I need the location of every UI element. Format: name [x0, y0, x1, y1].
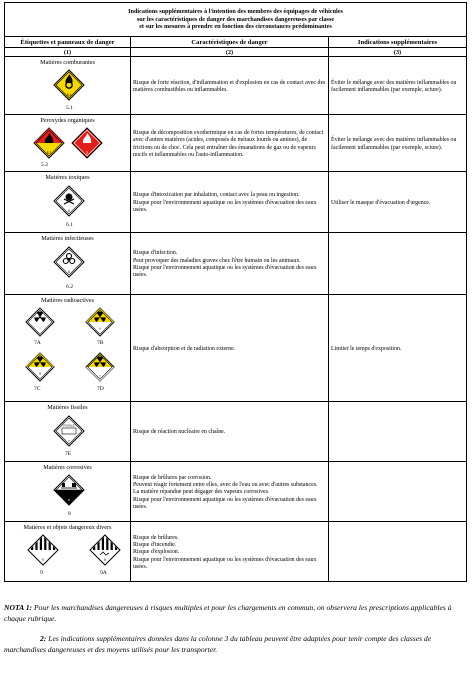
col-number-3: (3)	[329, 48, 467, 57]
hazard-cell: Risque d'infection. Peut provoquer des maladies graves chez l'être humain ou les animaux. Risque pour l'environnement aquatique ou les systèmes d'évacuation des eaux usées.	[131, 233, 329, 295]
svg-text:9: 9	[104, 558, 106, 562]
label-cell	[5, 172, 131, 233]
hazard-table	[4, 2, 467, 582]
hazard-cell: Risque de décomposition exothermique en cas de fortes températures, de contact avec d'autres matières (acides, composés de métaux lourds ou amines), de frictions ou de choc. Cela peut entraîner des émanations de gaz ou de vapeurs nocifs et inflammables ou l'auto-inflammation.	[131, 115, 329, 172]
label-cell	[5, 462, 131, 522]
col-number-1: (1)	[5, 48, 131, 57]
svg-text:III: III	[38, 371, 42, 376]
svg-text:II: II	[99, 326, 101, 331]
table-title	[5, 3, 467, 37]
class-code: 7E	[65, 451, 72, 457]
svg-text:5.2: 5.2	[46, 151, 52, 155]
trefoil-icon	[25, 307, 55, 337]
class-code: 9A	[100, 570, 107, 576]
table-row	[5, 522, 467, 582]
note-2	[4, 633, 466, 655]
class-code: 7C	[34, 386, 41, 392]
extra-cell: Limiter le temps d'exposition.	[329, 295, 467, 402]
extra-cell	[329, 522, 467, 582]
extra-cell	[329, 233, 467, 295]
class-code: 7B	[97, 340, 104, 346]
table-row	[5, 172, 467, 233]
header-col3: Indications supplémentaires	[329, 37, 467, 48]
header-col2: Caractéristiques de danger	[131, 37, 329, 48]
hazard-cell: Risque de réaction nucléaire en chaîne.	[131, 402, 329, 462]
svg-text:5.1: 5.1	[66, 93, 72, 97]
class-label: Peroxydes organiques	[40, 117, 95, 124]
extra-cell	[329, 462, 467, 522]
class-code: 5.1	[66, 105, 73, 111]
class-code: 7D	[97, 386, 104, 392]
label-cell	[5, 402, 131, 462]
stripes-icon	[27, 534, 59, 566]
hazard-cell: Risque de forte réaction, d'inflammation et d'explosion en cas de contact avec des matières combustibles ou inflammables.	[131, 57, 329, 115]
table-row	[5, 402, 467, 462]
svg-text:I: I	[39, 326, 41, 331]
class-label: Matières et objets dangereux divers	[23, 524, 112, 531]
trefoil-icon	[85, 352, 115, 382]
svg-text:3: 3	[86, 151, 88, 155]
class-code: 6.2	[66, 284, 73, 290]
skull-crossbones-icon	[53, 185, 85, 217]
label-cell	[5, 295, 131, 402]
note-2-text: Les indications supplémentaires données dans la colonne 3 du tableau peuvent être adaptées pour tenir compte des classes de marchandises dangereuses et des moyens utilisés pour les transporter.	[4, 634, 432, 654]
table-row	[5, 115, 467, 172]
label-cell	[5, 115, 131, 172]
svg-text:7: 7	[68, 439, 70, 443]
class-code: 9	[40, 570, 43, 576]
table-row	[5, 233, 467, 295]
label-cell	[5, 522, 131, 582]
hazard-cell: Risque de brûlures. Risque d'incendie. Risque d'explosion. Risque pour l'environnement aquatique ou les systèmes d'évacuation des eaux usées.	[131, 522, 329, 582]
fissile-sign	[53, 415, 85, 447]
hazard-cell: Risque d'intoxication par inhalation, contact avec la peau ou ingestion. Risque pour l'environnement aquatique ou les systèmes d'évacuation des eaux usées.	[131, 172, 329, 233]
flame-over-circle-icon	[53, 69, 85, 101]
class-label: Matières corrosives	[43, 464, 92, 471]
table-row	[5, 295, 467, 402]
extra-cell: Éviter le mélange avec des matières inflammables ou facilement inflammables (par exemple, sciure).	[329, 115, 467, 172]
corrosion-icon	[53, 474, 85, 506]
title-line-3: et sur les mesures à prendre en fonction des circonstances prédominantes	[139, 23, 332, 31]
note-1-label: NOTA 1:	[4, 603, 33, 612]
svg-text:7: 7	[99, 374, 101, 379]
class-code: 7A	[34, 340, 41, 346]
biohazard-icon	[53, 246, 85, 278]
svg-text:8: 8	[68, 498, 70, 502]
trefoil-icon	[25, 352, 55, 382]
flame-icon	[33, 127, 65, 159]
note-2-label: 2:	[40, 634, 47, 643]
class-label: Matières infectieuses	[41, 235, 94, 242]
note-1-text: Pour les marchandises dangereuses à risques multiples et pour les chargements en commun, on observera les prescriptions applicables à chaque rubrique.	[4, 603, 452, 623]
hazard-cell: Risque d'absorption et de radiation externe.	[131, 295, 329, 402]
trefoil-icon	[85, 307, 115, 337]
header-col1: Étiquettes et panneaux de danger	[5, 37, 131, 48]
table-row	[5, 57, 467, 115]
class-label: Matières comburantes	[40, 59, 95, 66]
label-cell	[5, 57, 131, 115]
label-cell	[5, 233, 131, 295]
title-line-1: Indications supplémentaires à l'intention des membres des équipages de véhicules	[128, 7, 343, 15]
title-line-2: sur les caractéristiques de danger des marchandises dangereuses par classe	[136, 15, 335, 23]
svg-text:9: 9	[42, 558, 44, 562]
col-number-2: (2)	[131, 48, 329, 57]
stripes-icon	[89, 534, 121, 566]
class-label: Matières toxiques	[45, 174, 90, 181]
extra-cell: Utiliser le masque d'évacuation d'urgence.	[329, 172, 467, 233]
class-code: 5.2	[41, 162, 48, 168]
svg-text:6: 6	[68, 209, 70, 213]
class-code: 6.1	[66, 222, 73, 228]
note-1	[4, 602, 466, 624]
hazard-cell: Risque de brûlures par corrosion. Peuvent réagir fortement entre elles, avec de l'eau ou avec d'autres substances. La matière répandue peut dégager des vapeurs corrosives. Risque pour l'environnement aquatique ou les systèmes d'évacuation des eaux usées.	[131, 462, 329, 522]
class-code: 8	[68, 511, 71, 517]
fissile-text: FISSILE	[63, 423, 75, 428]
flame-icon	[71, 127, 103, 159]
svg-text:6: 6	[68, 270, 70, 274]
extra-cell	[329, 402, 467, 462]
table-row	[5, 462, 467, 522]
class-label: Matières radioactives	[40, 297, 95, 304]
class-label: Matières fissiles	[47, 404, 88, 411]
extra-cell: Éviter le mélange avec des matières inflammables ou facilement inflammables (par exemple, sciure).	[329, 57, 467, 115]
